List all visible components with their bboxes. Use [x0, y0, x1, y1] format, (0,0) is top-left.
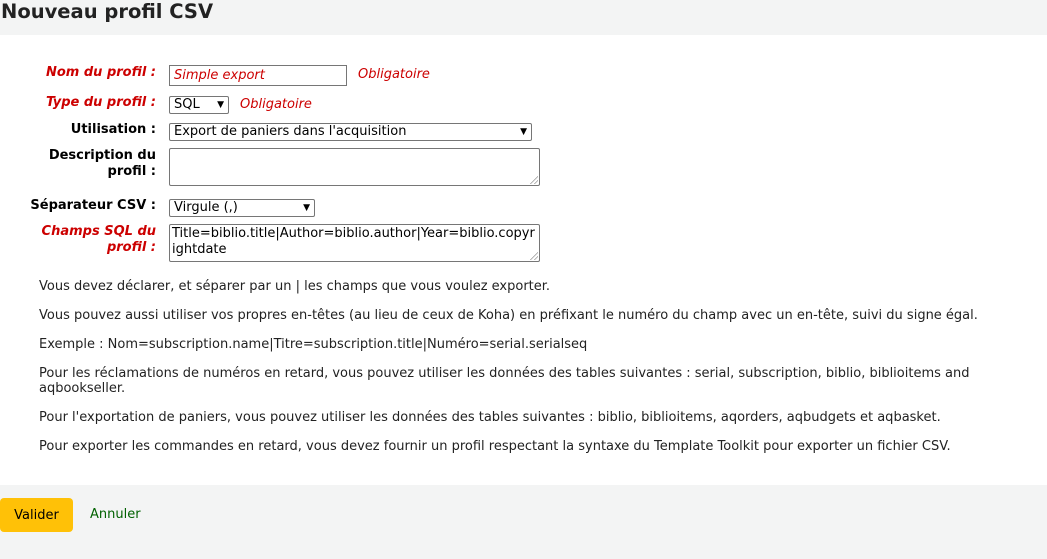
help-text-declare: Vous devez déclarer, et séparer par un | les champs que vous voulez exporter.: [39, 279, 551, 294]
help-text-claims: Pour les réclamations de numéros en retard, vous pouvez utiliser les données des tables suivantes : serial, subscription, biblio, biblioitems and aqbookseller.: [39, 366, 970, 396]
cancel-link[interactable]: Annuler: [90, 507, 141, 522]
resize-grip-icon[interactable]: [530, 252, 538, 260]
page-title: Nouveau profil CSV: [1, 0, 214, 23]
profile-name-label: Nom du profil :: [45, 65, 156, 80]
chevron-down-icon: ▼: [520, 127, 527, 137]
csv-separator-value: Virgule (,): [174, 200, 238, 215]
help-text-headers: Vous pouvez aussi utiliser vos propres en-têtes (au lieu de ceux de Koha) en préfixant le numéro du champ avec un en-tête, suivi du signe égal.: [39, 308, 978, 323]
profile-type-select[interactable]: [169, 96, 229, 114]
description-textarea[interactable]: [169, 148, 540, 186]
description-label: Description du profil :: [48, 148, 156, 179]
csv-separator-select[interactable]: [169, 199, 315, 217]
usage-select[interactable]: [169, 123, 532, 141]
chevron-down-icon: ▼: [303, 203, 310, 213]
help-text-example: Exemple : Nom=subscription.name|Titre=subscription.title|Numéro=serial.serialseq: [39, 337, 588, 352]
profile-name-required: Obligatoire: [358, 67, 430, 82]
sql-fields-label: Champs SQL du profil :: [41, 224, 156, 255]
sql-fields-textarea[interactable]: [169, 224, 540, 262]
csv-separator-label: Séparateur CSV :: [30, 198, 156, 213]
help-text-baskets: Pour l'exportation de paniers, vous pouvez utiliser les données des tables suivantes : biblio, biblioitems, aqorders, aqbudgets et aqbasket.: [39, 410, 941, 425]
resize-grip-icon[interactable]: [530, 176, 538, 184]
profile-type-value: SQL: [174, 97, 200, 112]
form-panel: [0, 35, 1047, 485]
submit-button[interactable]: Valider: [0, 498, 73, 532]
profile-type-required: Obligatoire: [240, 97, 312, 112]
help-text-late-orders: Pour exporter les commandes en retard, vous devez fournir un profil respectant la syntaxe du Template Toolkit pour exporter un fichier CSV.: [39, 439, 951, 454]
profile-name-input[interactable]: Simple export: [169, 65, 347, 86]
chevron-down-icon: ▼: [217, 100, 224, 110]
form-actions: [0, 485, 1047, 559]
profile-type-label: Type du profil :: [46, 95, 156, 110]
usage-value: Export de paniers dans l'acquisition: [174, 124, 407, 139]
sql-fields-value: Title=biblio.title|Author=biblio.author|Year=biblio.copyrightdate: [172, 226, 535, 257]
usage-label: Utilisation :: [70, 122, 156, 137]
